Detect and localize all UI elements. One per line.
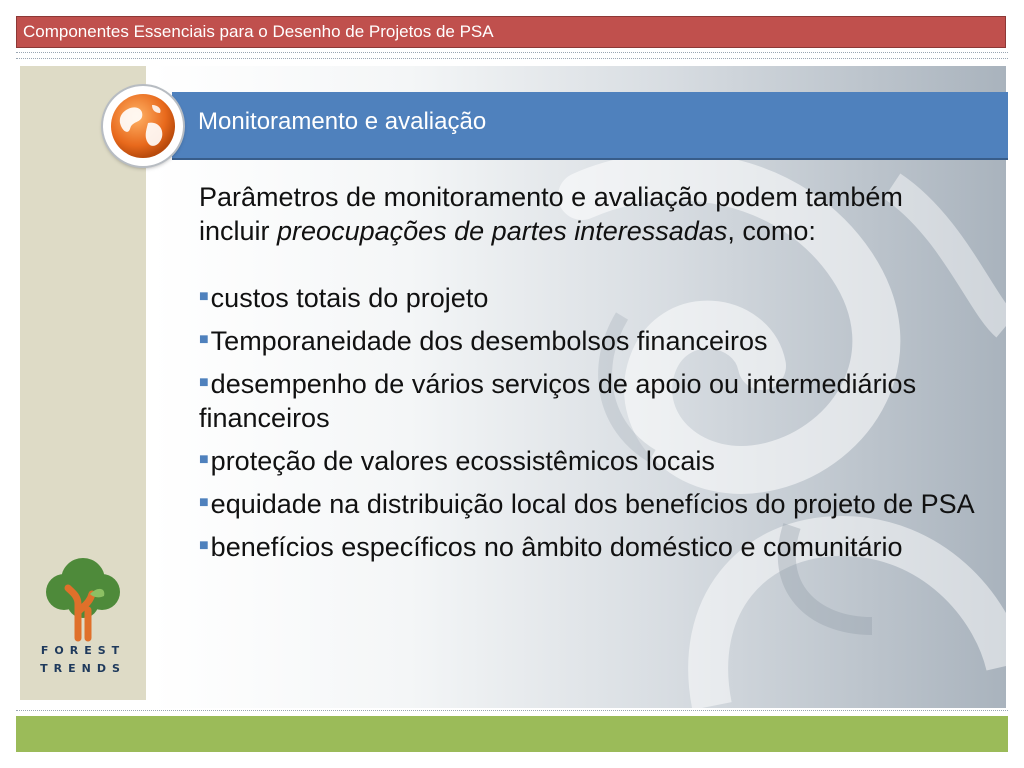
intro-text: Parâmetros de monitoramento e avaliação podem também incluir	[199, 182, 903, 246]
list-item	[199, 486, 979, 521]
section-header: Monitoramento e avaliação	[172, 92, 1008, 160]
square-bullet-icon: ■	[199, 451, 209, 468]
list-item-text: desempenho de vários serviços de apoio ou intermediários financeiros	[199, 369, 917, 433]
square-bullet-icon: ■	[199, 537, 209, 554]
list-item-text: custos totais do projeto	[210, 283, 489, 313]
divider-line	[16, 58, 1008, 59]
square-bullet-icon: ■	[199, 374, 209, 391]
list-item	[199, 529, 979, 564]
intro-text-end: , como:	[727, 216, 816, 246]
divider-line	[16, 710, 1008, 711]
list-item	[199, 323, 979, 358]
globe-icon	[110, 93, 176, 159]
tree-icon	[28, 552, 138, 642]
logo-text-forest: FOREST	[40, 644, 126, 657]
list-item-text: benefícios específicos no âmbito doméstico e comunitário	[210, 532, 903, 562]
list-item	[199, 280, 979, 315]
list-item-text: equidade na distribuição local dos benefícios do projeto de PSA	[210, 489, 975, 519]
list-item-text: proteção de valores ecossistêmicos locais	[210, 446, 715, 476]
list-item	[199, 366, 979, 435]
square-bullet-icon: ■	[199, 331, 209, 348]
bottom-bar	[16, 716, 1008, 752]
square-bullet-icon: ■	[199, 494, 209, 511]
list-item-text: Temporaneidade dos desembolsos financeiros	[210, 326, 768, 356]
list-item	[199, 443, 979, 478]
divider-line	[16, 52, 1008, 53]
intro-emphasis: preocupações de partes interessadas	[277, 216, 728, 246]
square-bullet-icon: ■	[199, 288, 209, 305]
forest-trends-logo	[28, 552, 138, 682]
slide-title: Componentes Essenciais para o Desenho de Projetos de PSA	[16, 16, 1006, 48]
body-text	[199, 180, 979, 572]
globe-badge	[103, 86, 183, 166]
intro-paragraph	[199, 180, 979, 248]
bullet-list	[199, 280, 979, 564]
logo-text-trends: TRENDS	[40, 662, 126, 675]
